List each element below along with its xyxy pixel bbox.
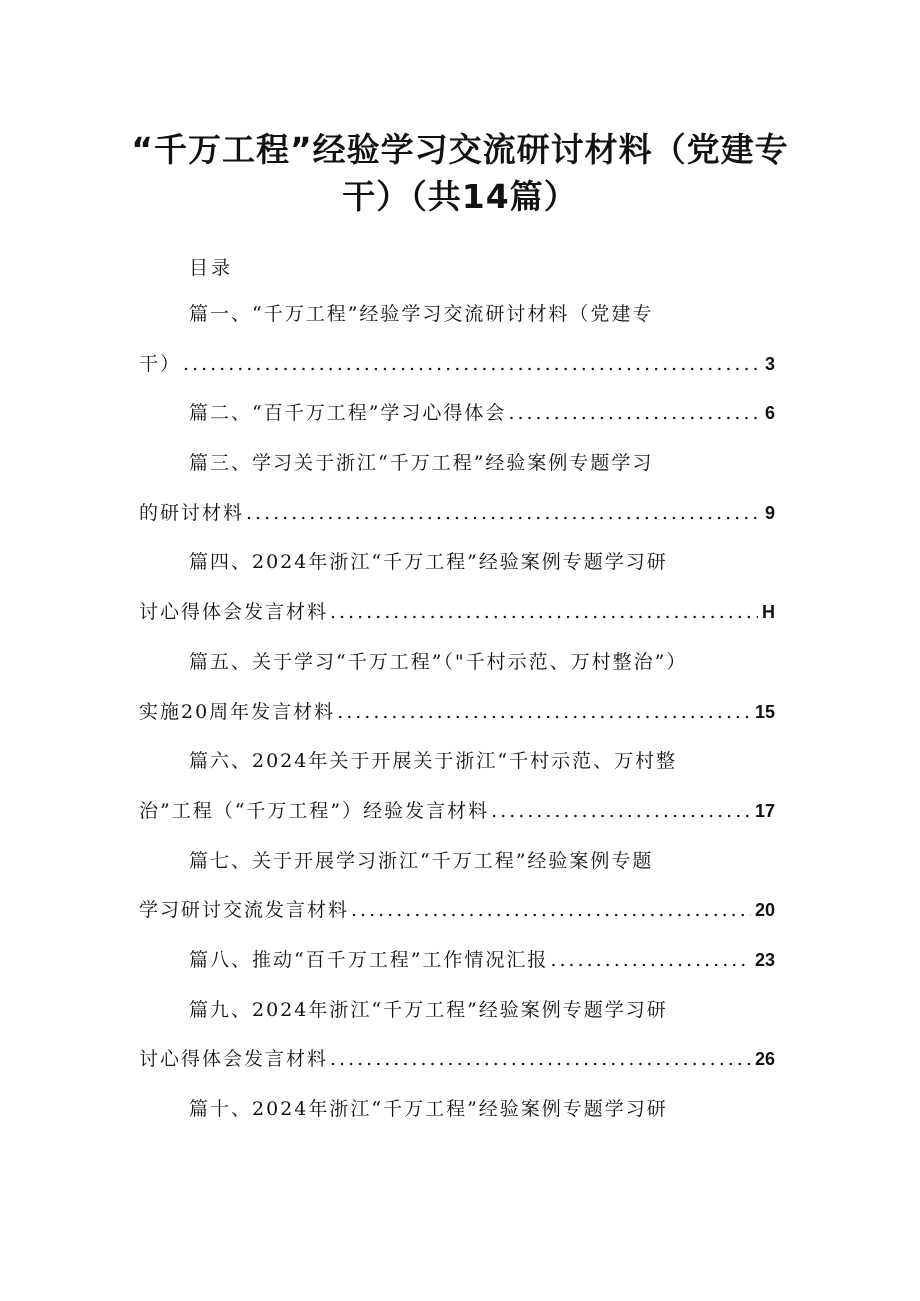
toc-heading: 目录: [189, 257, 234, 279]
toc-item-7-line-2: 学习研讨交流发言材料: [139, 899, 350, 921]
toc-leader-dots: [183, 352, 761, 376]
toc-item-3-line-1[interactable]: 篇三、学习关于浙江“千万工程”经验案例专题学习: [189, 452, 654, 474]
toc-leader-dots: [246, 501, 761, 525]
toc-item-3-line-2: 的研讨材料: [139, 502, 245, 524]
toc-leader-dots: [550, 948, 751, 972]
toc-item-8-page: 23: [754, 950, 775, 970]
toc-item-9-entry[interactable]: [139, 1047, 775, 1071]
toc-item-7-line-1[interactable]: 篇七、关于开展学习浙江“千万工程”经验案例专题: [189, 850, 654, 872]
toc-item-7-entry[interactable]: [139, 898, 775, 922]
toc-leader-dots: [330, 600, 758, 624]
toc-item-2-entry[interactable]: [189, 401, 775, 425]
toc-item-5-page: 15: [754, 702, 775, 722]
toc-item-9-line-2: 讨心得体会发言材料: [139, 1048, 329, 1070]
document-title-line-1: “千万工程”经验学习交流研讨材料（党建专: [131, 130, 789, 169]
toc-leader-dots: [351, 898, 751, 922]
toc-item-4-line-2: 讨心得体会发言材料: [139, 601, 329, 623]
toc-leader-dots: [508, 401, 761, 425]
toc-item-2-text: 篇二、“百千万工程”学习心得体会: [189, 402, 507, 424]
document-title-line-2: 干）（共14篇）: [342, 177, 578, 216]
toc-item-1-entry[interactable]: [139, 352, 775, 376]
toc-item-6-line-2: 治”工程（“千万工程”）经验发言材料: [139, 800, 490, 822]
toc-item-9-page: 26: [754, 1049, 775, 1069]
toc-item-10-line-1[interactable]: 篇十、2024年浙江“千万工程”经验案例专题学习研: [189, 1098, 668, 1120]
toc-item-4-entry[interactable]: [139, 600, 775, 624]
toc-item-4-line-1[interactable]: 篇四、2024年浙江“千万工程”经验案例专题学习研: [189, 551, 668, 573]
toc-item-6-entry[interactable]: [139, 799, 775, 823]
toc-leader-dots: [337, 700, 751, 724]
toc-item-6-line-1[interactable]: 篇六、2024年关于开展关于浙江“千村示范、万村整: [189, 750, 678, 772]
toc-leader-dots: [330, 1047, 751, 1071]
toc-item-5-line-2: 实施20周年发言材料: [139, 701, 336, 723]
toc-item-6-page: 17: [754, 801, 775, 821]
toc-item-5-entry[interactable]: [139, 700, 775, 724]
toc-item-1-line-2: 干）: [139, 353, 182, 375]
toc-leader-dots: [491, 799, 751, 823]
toc-item-2-page: 6: [764, 403, 775, 423]
toc-item-9-line-1[interactable]: 篇九、2024年浙江“千万工程”经验案例专题学习研: [189, 999, 668, 1021]
toc-item-3-page: 9: [764, 503, 775, 523]
toc-item-8-text: 篇八、推动“百千万工程”工作情况汇报: [189, 949, 549, 971]
toc-item-5-line-1[interactable]: 篇五、关于学习“千万工程”（"千村示范、万村整治”）: [189, 651, 688, 673]
toc-item-3-entry[interactable]: [139, 501, 775, 525]
toc-item-8-entry[interactable]: [189, 948, 775, 972]
toc-item-4-page: H: [762, 602, 775, 622]
toc-item-1-line-1[interactable]: 篇一、“千万工程”经验学习交流研讨材料（党建专: [189, 303, 654, 325]
toc-item-7-page: 20: [754, 900, 775, 920]
toc-item-1-page: 3: [764, 354, 775, 374]
